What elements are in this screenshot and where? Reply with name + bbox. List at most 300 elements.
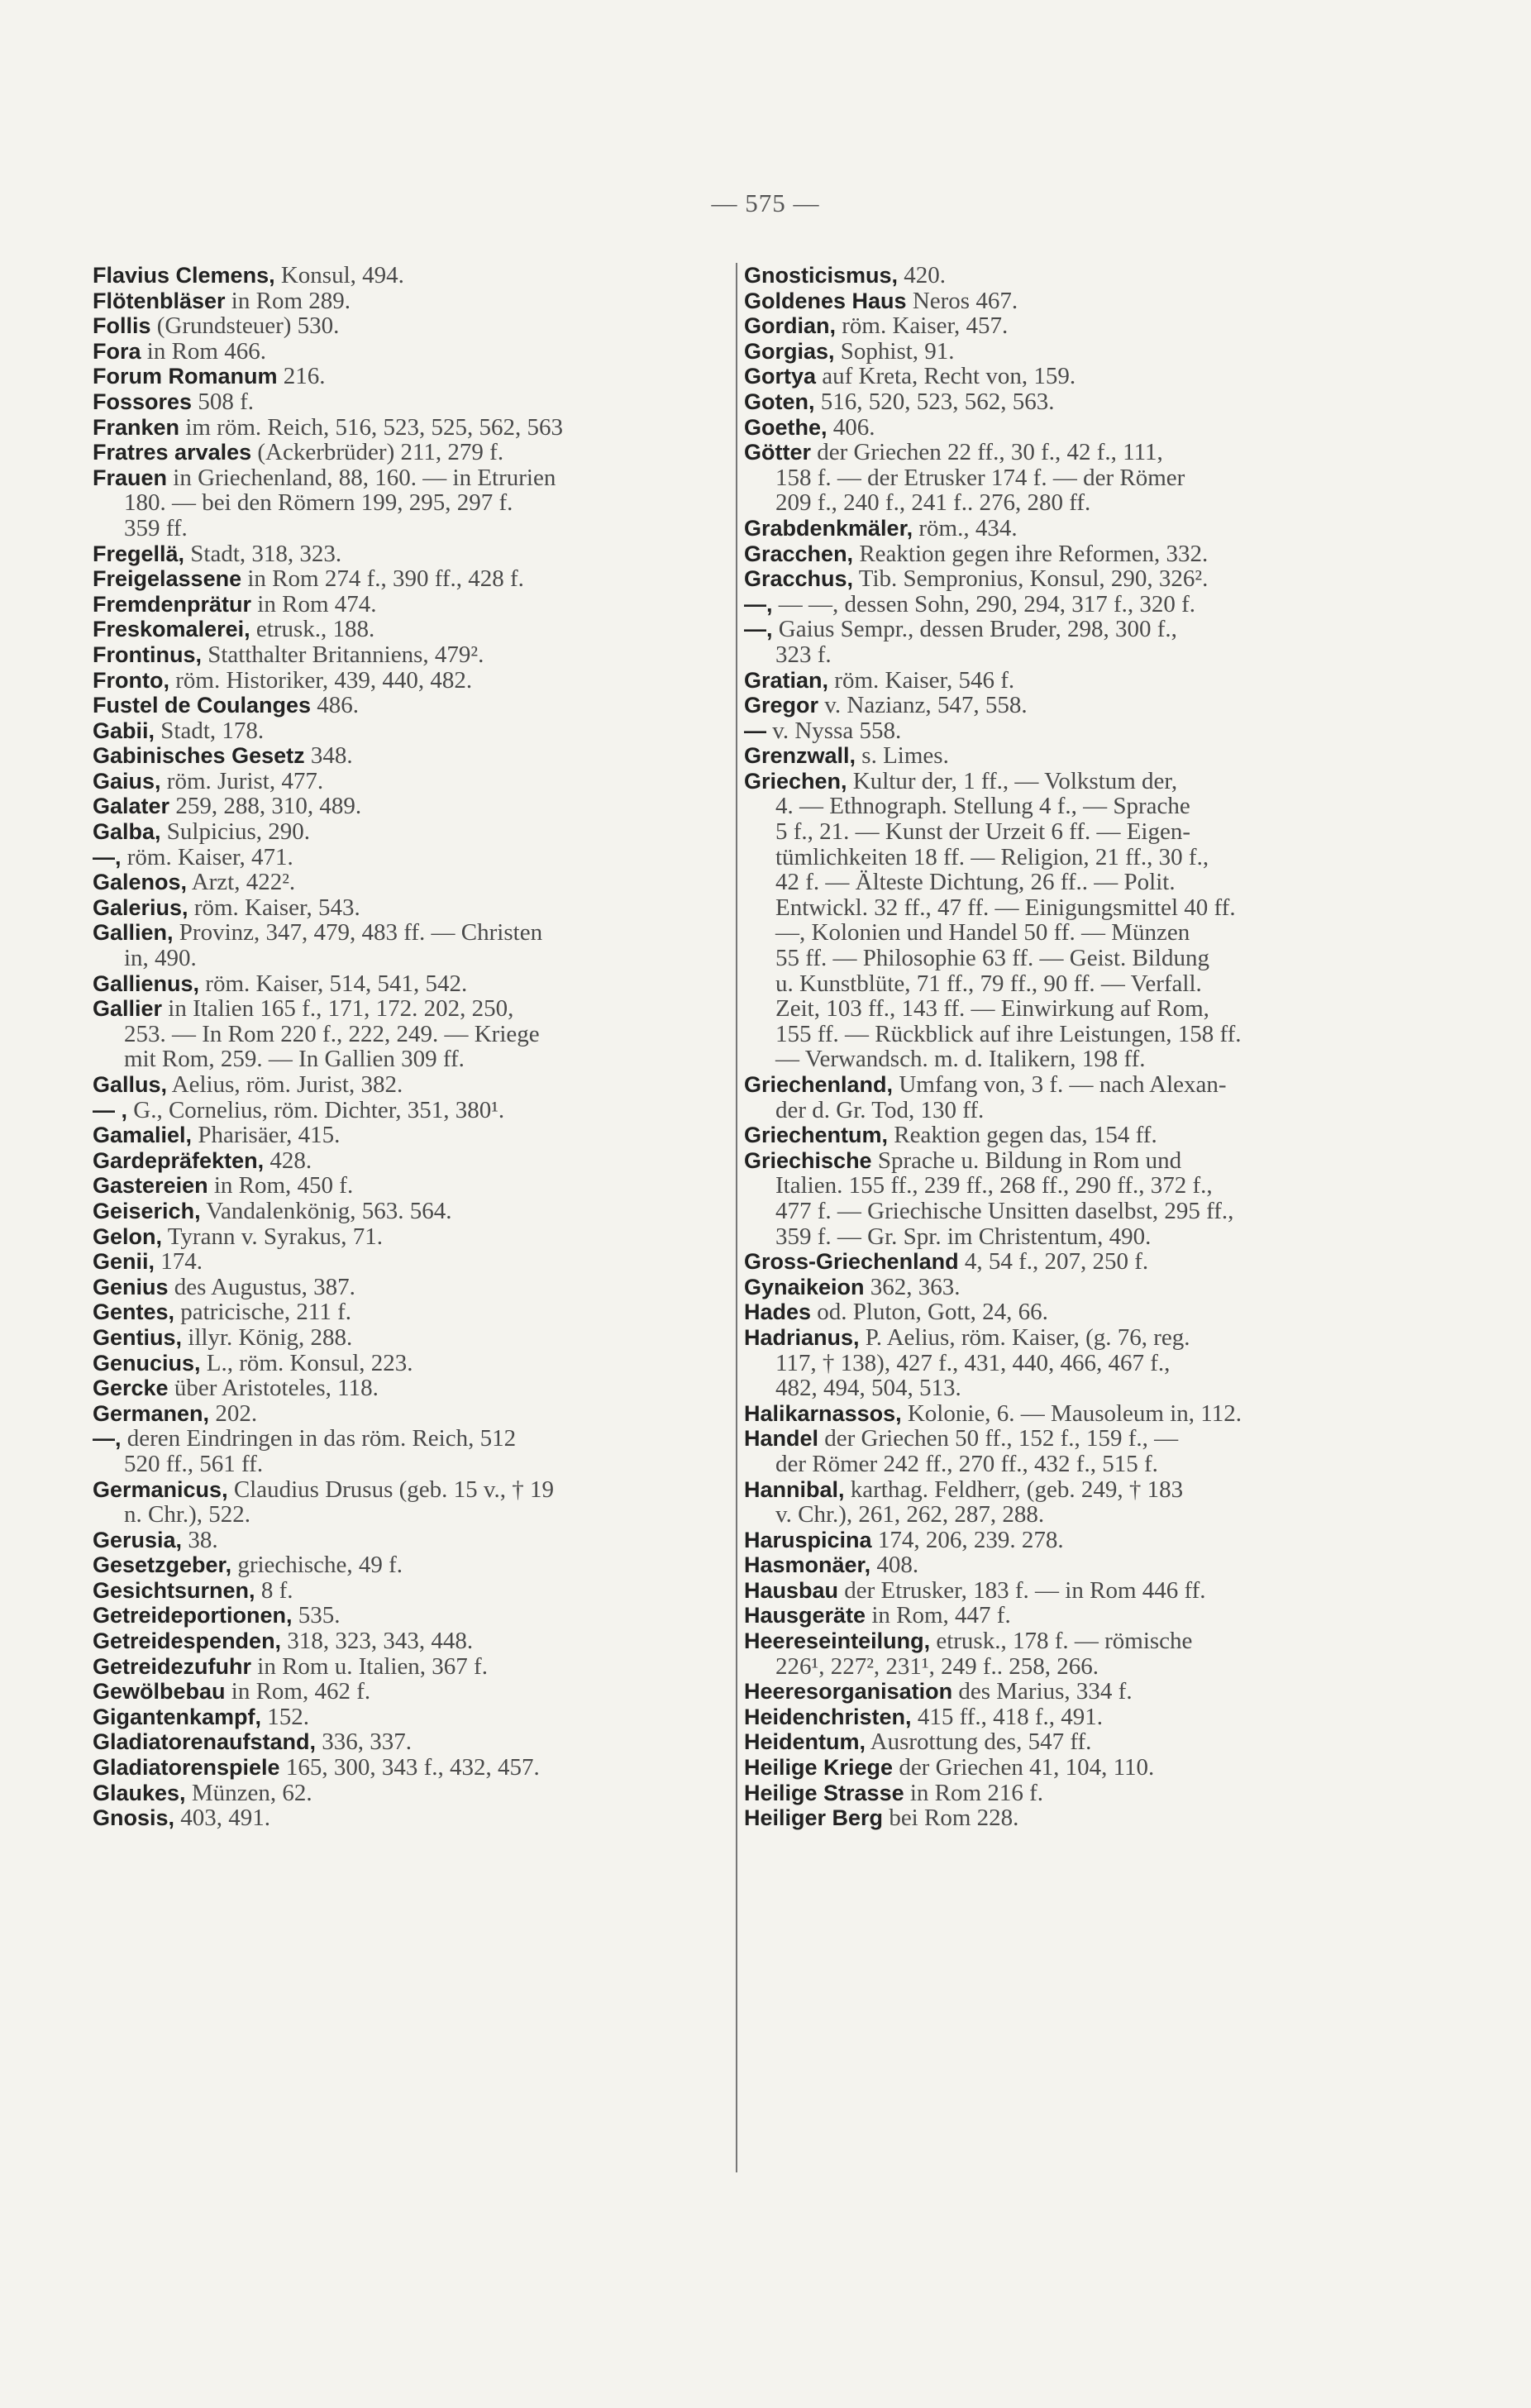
index-references: Tyrann v. Syrakus, 71. bbox=[162, 1223, 384, 1250]
index-entry bbox=[744, 1401, 1356, 1427]
index-entry bbox=[93, 1528, 727, 1553]
index-entry bbox=[93, 996, 727, 1022]
index-headword: Frauen bbox=[93, 465, 168, 490]
index-entry-continuation: —, Kolonien und Handel 50 ff. — Münzen bbox=[775, 919, 1190, 947]
index-references: (Ackerbrüder) 211, 279 f. bbox=[251, 439, 504, 466]
index-headword: Flötenbläser bbox=[93, 288, 226, 313]
index-headword: Genius bbox=[93, 1274, 169, 1299]
index-headword: Follis bbox=[93, 313, 151, 339]
index-entry bbox=[93, 1477, 727, 1503]
index-references: Reaktion gegen ihre Reformen, 332. bbox=[853, 540, 1209, 567]
index-references: bei Rom 228. bbox=[883, 1805, 1019, 1832]
index-headword: Gastereien bbox=[93, 1173, 208, 1199]
index-entry bbox=[93, 389, 727, 415]
index-headword: Gesetzgeber, bbox=[93, 1552, 232, 1578]
index-headword: Gardepräfekten, bbox=[93, 1147, 265, 1173]
index-entry bbox=[93, 1781, 727, 1806]
index-references: 508 f. bbox=[192, 388, 254, 415]
index-entry bbox=[93, 465, 727, 491]
index-entry-continuation: tümlichkeiten 18 ff. — Religion, 21 ff., 30 f., bbox=[775, 843, 1209, 870]
index-references: in Rom, 447 f. bbox=[866, 1602, 1011, 1629]
index-references: L., röm. Konsul, 223. bbox=[200, 1349, 413, 1376]
index-references: 4, 54 f., 207, 250 f. bbox=[958, 1248, 1149, 1276]
index-entry bbox=[93, 1173, 727, 1199]
index-entry-continuation: in, 490. bbox=[124, 945, 197, 972]
index-entry bbox=[744, 288, 1356, 314]
index-entry-continuation: 359 ff. bbox=[124, 514, 188, 541]
index-references: 348. bbox=[304, 742, 353, 770]
index-entry-continuation: mit Rom, 259. — In Gallien 309 ff. bbox=[124, 1046, 465, 1073]
index-entry bbox=[744, 263, 1356, 288]
index-entry bbox=[744, 743, 1356, 769]
index-entry bbox=[93, 920, 727, 946]
index-entry-continuation: 155 ff. — Rückblick auf ihre Leistungen, 158 ff. bbox=[775, 1020, 1242, 1047]
index-entry bbox=[744, 1755, 1356, 1781]
index-references: röm. Historiker, 439, 440, 482. bbox=[169, 666, 473, 694]
index-references: röm. Jurist, 477. bbox=[160, 767, 324, 794]
index-entry-continuation: v. Chr.), 261, 262, 287, 288. bbox=[775, 1501, 1045, 1528]
index-headword: Gorgias, bbox=[744, 338, 835, 364]
index-references: 259, 288, 310, 489. bbox=[169, 793, 362, 820]
index-entry bbox=[744, 313, 1356, 339]
index-headword: Gladiatorenaufstand, bbox=[93, 1729, 317, 1755]
index-references: s. Limes. bbox=[856, 742, 949, 770]
index-headword: Gross-Griechenland bbox=[744, 1249, 959, 1275]
index-headword: — , bbox=[93, 1097, 128, 1123]
index-headword: Galenos, bbox=[93, 870, 188, 895]
index-references: (Grundsteuer) 530. bbox=[150, 312, 340, 340]
index-entry bbox=[93, 263, 727, 288]
index-references: G., Cornelius, röm. Dichter, 351, 380¹. bbox=[127, 1096, 505, 1123]
index-headword: Grabdenkmäler, bbox=[744, 515, 913, 541]
index-headword: Handel bbox=[744, 1426, 819, 1452]
index-headword: Fronto, bbox=[93, 667, 169, 693]
index-entry bbox=[93, 288, 727, 314]
index-entry bbox=[93, 743, 727, 769]
index-references: röm. Kaiser, 543. bbox=[188, 894, 360, 921]
index-entry bbox=[93, 895, 727, 921]
index-entry bbox=[744, 1325, 1356, 1351]
index-headword: Griechenland, bbox=[744, 1072, 894, 1097]
index-entry bbox=[93, 313, 727, 339]
index-headword: Germanicus, bbox=[93, 1476, 228, 1502]
index-headword: Gesichtsurnen, bbox=[93, 1577, 255, 1603]
index-headword: Galerius, bbox=[93, 894, 188, 920]
index-entry-continuation: n. Chr.), 522. bbox=[124, 1501, 251, 1528]
index-headword: Gewölbebau bbox=[93, 1679, 226, 1705]
index-entry bbox=[93, 1628, 727, 1654]
index-entry-continuation: 42 f. — Älteste Dichtung, 26 ff.. — Polit. bbox=[775, 869, 1176, 896]
index-references: des Augustus, 387. bbox=[168, 1273, 355, 1300]
index-headword: Heilige Strasse bbox=[744, 1780, 904, 1805]
index-references: Sprache u. Bildung in Rom und bbox=[871, 1147, 1182, 1174]
index-references: 516, 520, 523, 562, 563. bbox=[814, 388, 1055, 415]
index-entry bbox=[93, 1325, 727, 1351]
index-headword: —, bbox=[744, 617, 773, 642]
index-entry bbox=[744, 769, 1356, 794]
index-references: v. Nyssa 558. bbox=[766, 717, 902, 744]
index-headword: Heiliger Berg bbox=[744, 1805, 884, 1831]
index-references: auf Kreta, Recht von, 159. bbox=[816, 363, 1076, 390]
index-entry bbox=[744, 516, 1356, 541]
index-references: 362, 363. bbox=[864, 1273, 961, 1300]
index-entry-continuation: 180. — bei den Römern 199, 295, 297 f. bbox=[124, 489, 513, 517]
index-headword: — bbox=[744, 718, 766, 743]
index-entry-continuation: 158 f. — der Etrusker 174 f. — der Römer bbox=[775, 464, 1185, 491]
index-entry bbox=[93, 1123, 727, 1148]
index-references: Provinz, 347, 479, 483 ff. — Christen bbox=[173, 919, 543, 947]
index-entry bbox=[744, 440, 1356, 465]
index-references: in Rom u. Italien, 367 f. bbox=[251, 1652, 488, 1680]
index-references: griechische, 49 f. bbox=[231, 1552, 403, 1579]
index-references: Reaktion gegen das, 154 ff. bbox=[888, 1122, 1157, 1149]
index-references: in Rom 274 f., 390 ff., 428 f. bbox=[241, 565, 524, 593]
index-headword: Frontinus, bbox=[93, 641, 202, 667]
index-references: Statthalter Britanniens, 479². bbox=[201, 641, 484, 668]
index-headword: Gracchen, bbox=[744, 541, 854, 566]
index-headword: Fremdenprätur bbox=[93, 591, 252, 617]
index-entry bbox=[93, 1249, 727, 1275]
index-references: in Italien 165 f., 171, 172. 202, 250, bbox=[162, 995, 514, 1023]
index-references: 152. bbox=[261, 1703, 310, 1730]
index-references: 535. bbox=[292, 1602, 341, 1629]
index-headword: Hannibal, bbox=[744, 1476, 845, 1502]
index-headword: Götter bbox=[744, 440, 811, 465]
index-references: Claudius Drusus (geb. 15 v., † 19 bbox=[227, 1476, 555, 1503]
index-headword: Griechen, bbox=[744, 768, 847, 794]
index-entry bbox=[93, 819, 727, 845]
index-headword: Flavius Clemens, bbox=[93, 263, 275, 288]
index-references: röm. Kaiser, 546 f. bbox=[828, 666, 1015, 694]
index-entry-continuation: 55 ff. — Philosophie 63 ff. — Geist. Bildung bbox=[775, 945, 1209, 972]
index-entry-continuation: 253. — In Rom 220 f., 222, 249. — Kriege bbox=[124, 1020, 540, 1047]
index-entry bbox=[93, 415, 727, 441]
index-headword: Gabinisches Gesetz bbox=[93, 743, 305, 769]
index-entry bbox=[744, 1552, 1356, 1578]
index-references: des Marius, 334 f. bbox=[952, 1678, 1133, 1705]
index-headword: Fratres arvales bbox=[93, 440, 252, 465]
index-entry-continuation: 359 f. — Gr. Spr. im Christentum, 490. bbox=[775, 1223, 1152, 1250]
index-entry bbox=[93, 693, 727, 718]
index-entry bbox=[93, 1755, 727, 1781]
index-entry bbox=[744, 1528, 1356, 1553]
index-references: der Griechen 22 ff., 30 f., 42 f., 111, bbox=[811, 439, 1163, 466]
index-entry bbox=[93, 668, 727, 694]
index-entry bbox=[744, 1072, 1356, 1098]
index-entry bbox=[93, 642, 727, 668]
index-entry bbox=[744, 1578, 1356, 1604]
index-entry-continuation: Zeit, 103 ff., 143 ff. — Einwirkung auf Rom, bbox=[775, 995, 1209, 1023]
index-entry-continuation: Italien. 155 ff., 239 ff., 268 ff., 290 ff., 372 f., bbox=[775, 1172, 1213, 1199]
index-headword: Gallier bbox=[93, 996, 163, 1022]
index-entry bbox=[93, 1351, 727, 1376]
index-column-right bbox=[744, 263, 1356, 1831]
index-entry bbox=[744, 1705, 1356, 1730]
index-references: karthag. Feldherr, (geb. 249, † 183 bbox=[844, 1476, 1184, 1503]
index-entry bbox=[744, 693, 1356, 718]
index-references: 318, 323, 343, 448. bbox=[281, 1628, 474, 1655]
index-entry bbox=[93, 364, 727, 389]
index-entry-continuation: 4. — Ethnograph. Stellung 4 f., — Sprache bbox=[775, 793, 1190, 820]
index-references: 403, 491. bbox=[174, 1805, 271, 1832]
index-headword: Galater bbox=[93, 794, 170, 819]
index-entry-continuation: 226¹, 227², 231¹, 249 f.. 258, 266. bbox=[775, 1652, 1099, 1680]
index-headword: Fora bbox=[93, 338, 141, 364]
index-headword: —, bbox=[744, 591, 773, 617]
index-entry bbox=[744, 364, 1356, 389]
index-headword: Gordian, bbox=[744, 313, 837, 339]
index-entry bbox=[93, 1705, 727, 1730]
index-references: patricische, 211 f. bbox=[174, 1299, 351, 1326]
index-entry bbox=[93, 1224, 727, 1250]
column-divider bbox=[736, 263, 737, 2172]
index-references: über Aristoteles, 118. bbox=[168, 1375, 379, 1402]
index-entry bbox=[744, 339, 1356, 365]
index-headword: Gamaliel, bbox=[93, 1123, 193, 1148]
index-references: 8 f. bbox=[255, 1576, 293, 1604]
index-references: illyr. König, 288. bbox=[182, 1323, 353, 1351]
index-references: 202. bbox=[209, 1400, 258, 1427]
index-references: deren Eindringen in das röm. Reich, 512 bbox=[121, 1425, 517, 1452]
index-entry bbox=[93, 1603, 727, 1628]
index-headword: Heidentum, bbox=[744, 1729, 866, 1755]
index-headword: Heereseinteilung, bbox=[744, 1628, 931, 1654]
index-headword: Gerusia, bbox=[93, 1527, 183, 1552]
index-headword: Gladiatorenspiele bbox=[93, 1755, 280, 1781]
index-references: 216. bbox=[277, 363, 326, 390]
index-entry bbox=[744, 718, 1356, 744]
index-entry bbox=[93, 1098, 727, 1123]
index-references: Sophist, 91. bbox=[834, 337, 955, 365]
index-headword: Gallus, bbox=[93, 1072, 168, 1097]
index-references: röm. Kaiser, 471. bbox=[121, 843, 293, 870]
index-entry bbox=[93, 1072, 727, 1098]
index-headword: Forum Romanum bbox=[93, 364, 278, 389]
index-headword: Gentius, bbox=[93, 1324, 183, 1350]
index-references: 406. bbox=[827, 413, 875, 441]
index-headword: Franken bbox=[93, 414, 180, 440]
index-references: 428. bbox=[264, 1147, 312, 1174]
index-entry bbox=[93, 971, 727, 997]
index-headword: —, bbox=[93, 1426, 122, 1452]
index-entry bbox=[93, 1199, 727, 1224]
index-headword: Griechische bbox=[744, 1147, 872, 1173]
index-references: der Etrusker, 183 f. — in Rom 446 ff. bbox=[838, 1576, 1206, 1604]
index-entry bbox=[744, 566, 1356, 592]
index-references: Gaius Sempr., dessen Bruder, 298, 300 f., bbox=[772, 616, 1177, 643]
index-entry bbox=[93, 1729, 727, 1755]
index-entry bbox=[744, 541, 1356, 567]
index-references: Umfang von, 3 f. — nach Alexan- bbox=[893, 1071, 1227, 1098]
index-references: 174. bbox=[155, 1248, 203, 1276]
index-entry bbox=[93, 541, 727, 567]
index-references: od. Pluton, Gott, 24, 66. bbox=[811, 1299, 1048, 1326]
index-entry bbox=[93, 1654, 727, 1680]
index-references: 420. bbox=[898, 262, 947, 288]
index-headword: Genucius, bbox=[93, 1350, 201, 1376]
index-references: Ausrottung des, 547 ff. bbox=[866, 1729, 1092, 1756]
index-headword: Gnosis, bbox=[93, 1805, 175, 1831]
index-headword: Gigantenkampf, bbox=[93, 1704, 262, 1729]
index-headword: Gercke bbox=[93, 1376, 169, 1401]
index-references: 174, 206, 239. 278. bbox=[871, 1526, 1064, 1553]
index-entry bbox=[744, 1299, 1356, 1325]
index-headword: Fustel de Coulanges bbox=[93, 693, 312, 718]
index-references: in Rom 289. bbox=[225, 287, 351, 314]
index-references: v. Nazianz, 547, 558. bbox=[818, 692, 1028, 719]
index-entry bbox=[744, 1123, 1356, 1148]
index-references: etrusk., 188. bbox=[250, 616, 375, 643]
index-headword: Grenzwall, bbox=[744, 743, 856, 769]
index-references: Kolonie, 6. — Mausoleum in, 112. bbox=[901, 1400, 1242, 1427]
index-headword: Getreideportionen, bbox=[93, 1603, 293, 1628]
index-headword: Gaius, bbox=[93, 768, 161, 794]
index-entry bbox=[93, 339, 727, 365]
index-headword: Gortya bbox=[744, 364, 817, 389]
index-headword: Gabii, bbox=[93, 718, 155, 743]
index-headword: Goten, bbox=[744, 389, 815, 414]
index-entry bbox=[93, 870, 727, 895]
index-entry bbox=[744, 617, 1356, 642]
index-entry-continuation: 520 ff., 561 ff. bbox=[124, 1450, 264, 1477]
index-headword: Glaukes, bbox=[93, 1780, 186, 1805]
index-references: Arzt, 422². bbox=[187, 869, 296, 896]
index-headword: Halikarnassos, bbox=[744, 1400, 902, 1426]
index-references: Stadt, 178. bbox=[155, 717, 265, 744]
index-entry-continuation: — Verwandsch. m. d. Italikern, 198 ff. bbox=[775, 1046, 1146, 1073]
index-headword: Geiserich, bbox=[93, 1198, 201, 1223]
index-entry bbox=[93, 1426, 727, 1452]
index-references: röm. Kaiser, 457. bbox=[836, 312, 1009, 340]
index-headword: Hausgeräte bbox=[744, 1603, 866, 1628]
index-entry-continuation: 209 f., 240 f., 241 f.. 276, 280 ff. bbox=[775, 489, 1091, 517]
index-headword: Hasmonäer, bbox=[744, 1552, 871, 1578]
index-headword: Gentes, bbox=[93, 1299, 175, 1325]
index-entry-continuation: 477 f. — Griechische Unsitten daselbst, 295 ff., bbox=[775, 1197, 1234, 1224]
index-headword: Gnosticismus, bbox=[744, 263, 899, 288]
index-references: Münzen, 62. bbox=[185, 1779, 312, 1806]
index-entry-continuation: 117, † 138), 427 f., 431, 440, 466, 467 f., bbox=[775, 1349, 1171, 1376]
index-entry bbox=[744, 415, 1356, 441]
index-headword: Goldenes Haus bbox=[744, 288, 907, 313]
index-references: im röm. Reich, 516, 523, 525, 562, 563 bbox=[179, 413, 564, 441]
index-entry bbox=[744, 1781, 1356, 1806]
index-headword: Heidenchristen, bbox=[744, 1704, 912, 1729]
index-headword: Genii, bbox=[93, 1249, 155, 1275]
index-entry-continuation: der d. Gr. Tod, 130 ff. bbox=[775, 1096, 985, 1123]
index-references: in Rom 216 f. bbox=[904, 1779, 1043, 1806]
index-headword: Gregor bbox=[744, 693, 819, 718]
index-entry-continuation: Entwickl. 32 ff., 47 ff. — Einigungsmittel 40 ff. bbox=[775, 894, 1236, 921]
index-references: röm. Kaiser, 514, 541, 542. bbox=[199, 970, 468, 997]
index-references: Neros 467. bbox=[906, 287, 1018, 314]
index-references: der Griechen 50 ff., 152 f., 159 f., — bbox=[818, 1425, 1179, 1452]
index-headword: Hades bbox=[744, 1299, 812, 1325]
index-references: 336, 337. bbox=[316, 1729, 413, 1756]
index-entry bbox=[744, 1729, 1356, 1755]
index-entry bbox=[744, 668, 1356, 694]
index-entry-continuation: 5 f., 21. — Kunst der Urzeit 6 ff. — Eigen- bbox=[775, 818, 1191, 846]
index-headword: Freskomalerei, bbox=[93, 617, 250, 642]
index-column-left bbox=[93, 263, 727, 1831]
index-entry bbox=[744, 1603, 1356, 1628]
index-headword: Goethe, bbox=[744, 414, 828, 440]
index-entry bbox=[93, 794, 727, 819]
index-entry bbox=[93, 718, 727, 744]
index-entry bbox=[93, 566, 727, 592]
index-references: in Rom, 450 f. bbox=[207, 1172, 354, 1199]
index-headword: Gratian, bbox=[744, 667, 829, 693]
index-entry bbox=[93, 1148, 727, 1174]
index-references: Stadt, 318, 323. bbox=[184, 540, 342, 567]
index-references: 38. bbox=[182, 1526, 218, 1553]
index-references: Konsul, 494. bbox=[274, 262, 404, 288]
index-entry bbox=[744, 1477, 1356, 1503]
index-headword: Heilige Kriege bbox=[744, 1755, 894, 1781]
index-entry bbox=[744, 1148, 1356, 1174]
index-entry bbox=[93, 1376, 727, 1401]
index-references: der Griechen 41, 104, 110. bbox=[893, 1754, 1155, 1781]
index-references: Aelius, röm. Jurist, 382. bbox=[167, 1071, 403, 1098]
index-entry-continuation: 482, 494, 504, 513. bbox=[775, 1375, 961, 1402]
index-references: 408. bbox=[870, 1552, 919, 1579]
index-entry-continuation: 323 f. bbox=[775, 641, 832, 668]
index-headword: Fossores bbox=[93, 389, 193, 414]
index-headword: Gracchus, bbox=[744, 566, 854, 592]
index-headword: Freigelassene bbox=[93, 566, 242, 592]
index-entry bbox=[93, 1275, 727, 1300]
index-references: 415 ff., 418 f., 491. bbox=[911, 1703, 1104, 1730]
index-headword: Gynaikeion bbox=[744, 1274, 865, 1299]
index-entry bbox=[93, 769, 727, 794]
index-headword: Griechentum, bbox=[744, 1123, 889, 1148]
index-entry bbox=[744, 592, 1356, 617]
index-entry bbox=[93, 440, 727, 465]
index-entry bbox=[744, 389, 1356, 415]
page-number: — 575 — bbox=[711, 188, 820, 217]
index-headword: Haruspicina bbox=[744, 1527, 872, 1552]
index-headword: Heeresorganisation bbox=[744, 1679, 953, 1705]
index-references: P. Aelius, röm. Kaiser, (g. 76, reg. bbox=[859, 1323, 1190, 1351]
index-headword: Hausbau bbox=[744, 1577, 839, 1603]
index-entry bbox=[93, 1805, 727, 1831]
index-references: 486. bbox=[311, 692, 360, 719]
index-references: Pharisäer, 415. bbox=[192, 1122, 341, 1149]
index-entry bbox=[93, 1679, 727, 1705]
index-headword: Gelon, bbox=[93, 1223, 163, 1249]
index-entry-continuation: u. Kunstblüte, 71 ff., 79 ff., 90 ff. — Verfall. bbox=[775, 970, 1202, 997]
index-headword: Galba, bbox=[93, 819, 161, 845]
index-entry bbox=[744, 1426, 1356, 1452]
index-references: etrusk., 178 f. — römische bbox=[930, 1628, 1193, 1655]
index-references: 165, 300, 343 f., 432, 457. bbox=[279, 1754, 540, 1781]
index-entry bbox=[744, 1275, 1356, 1300]
index-headword: Gallienus, bbox=[93, 970, 200, 996]
index-references: Sulpicius, 290. bbox=[160, 818, 310, 846]
index-headword: Fregellä, bbox=[93, 541, 185, 566]
index-references: röm., 434. bbox=[913, 514, 1018, 541]
index-headword: —, bbox=[93, 844, 122, 870]
index-headword: Getreidezufuhr bbox=[93, 1653, 252, 1679]
index-entry bbox=[93, 1401, 727, 1427]
index-headword: Getreidespenden, bbox=[93, 1628, 282, 1654]
index-entry bbox=[93, 1578, 727, 1604]
index-entry bbox=[744, 1249, 1356, 1275]
index-references: Vandalenkönig, 563. 564. bbox=[200, 1197, 452, 1224]
index-references: — —, dessen Sohn, 290, 294, 317 f., 320 f. bbox=[772, 590, 1196, 617]
index-headword: Hadrianus, bbox=[744, 1324, 860, 1350]
index-references: in Griechenland, 88, 160. — in Etrurien bbox=[167, 464, 556, 491]
